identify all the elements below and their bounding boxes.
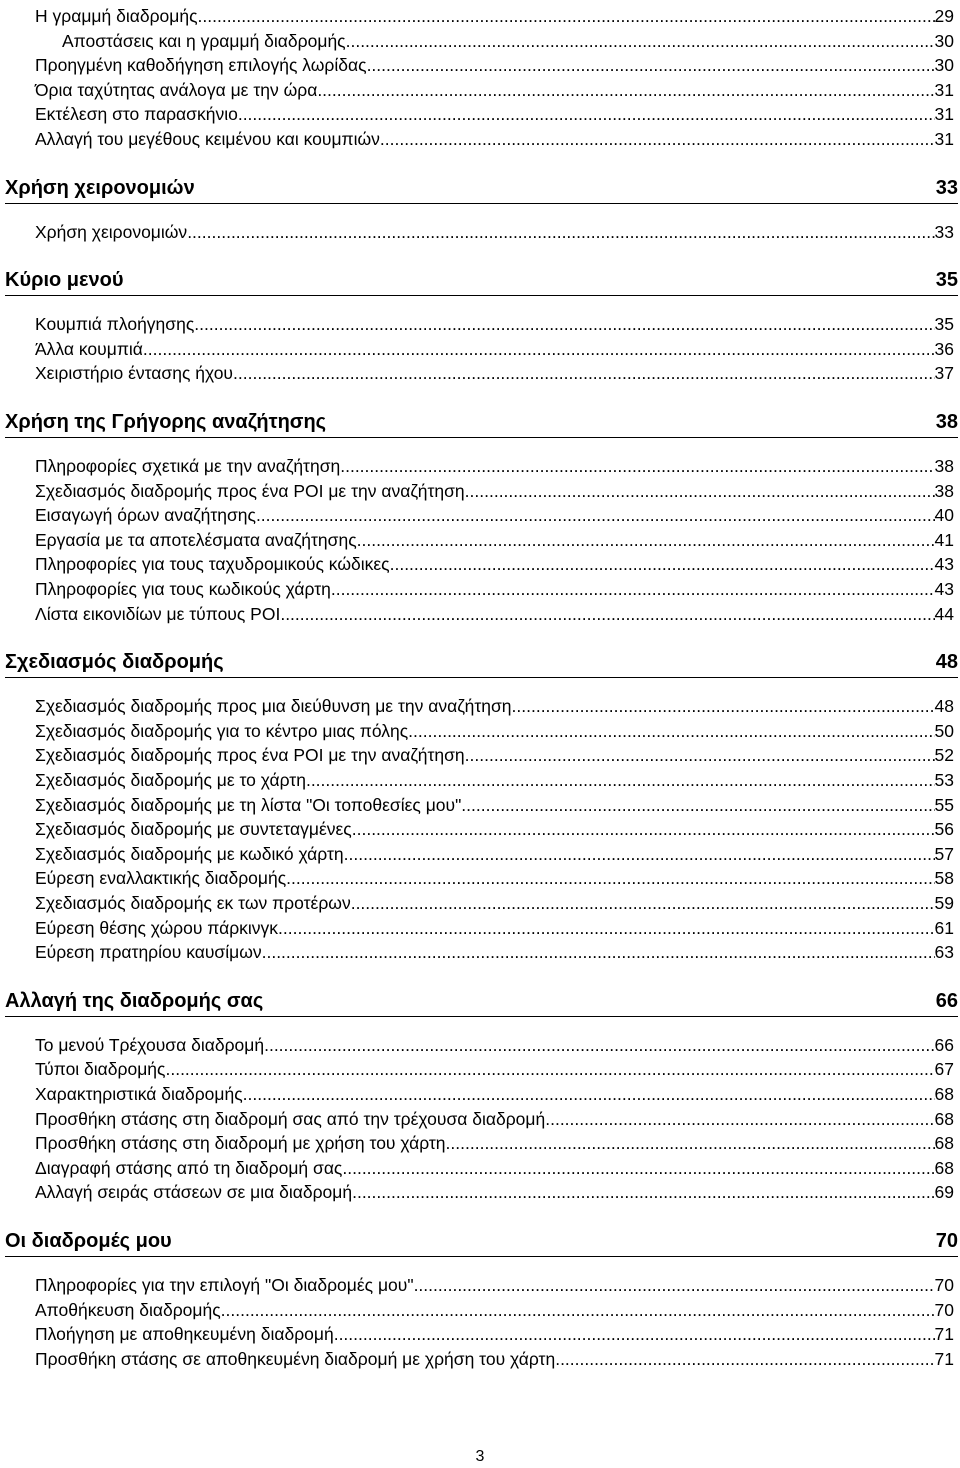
dot-leader [390, 552, 935, 576]
toc-entry[interactable] [35, 791, 954, 817]
toc-entry[interactable] [35, 575, 954, 601]
section-page-number: 48 [935, 651, 958, 674]
toc-entry-page: 66 [934, 1034, 954, 1055]
toc-entry-title: Κουμπιά πλοήγησης [35, 314, 195, 335]
toc-entry[interactable] [35, 766, 954, 792]
toc-entry-title: Αποθήκευση διαδρομής [35, 1299, 221, 1320]
toc-entry-page: 31 [934, 79, 954, 100]
section-heading[interactable] [5, 983, 958, 1017]
toc-entry[interactable] [35, 218, 954, 244]
dot-leader [194, 312, 934, 336]
toc-entry[interactable] [35, 335, 954, 361]
toc-entry-page: 55 [934, 794, 954, 815]
dot-leader [331, 577, 935, 601]
dot-leader [446, 1131, 935, 1155]
toc-entry[interactable] [35, 1129, 954, 1155]
dot-leader [233, 361, 935, 385]
dot-leader [414, 1273, 935, 1297]
toc-entry[interactable] [35, 741, 954, 767]
toc-entry[interactable] [35, 526, 954, 552]
toc-entry[interactable] [35, 1154, 954, 1180]
dot-leader [342, 1156, 934, 1180]
dot-leader [264, 1033, 934, 1057]
toc-entry-title: Σχεδιασμός διαδρομής εκ των προτέρων [35, 893, 351, 913]
section-title: Αλλαγή της διαδρομής σας [5, 989, 264, 1012]
section-heading[interactable] [5, 262, 958, 296]
toc-entry-page: 68 [934, 1133, 954, 1154]
section-heading[interactable] [5, 644, 958, 678]
toc-entry[interactable] [35, 501, 954, 527]
section-title: Κύριο μενού [5, 269, 124, 292]
toc-entry-title: Λίστα εικονιδίων με τύπους POI [35, 603, 281, 624]
toc-entry-title: Πληροφορίες για τους κωδικούς χάρτη [35, 579, 331, 599]
toc-entry-title: Σχεδιασμός διαδρομής με συντεταγμένες [35, 819, 352, 840]
dot-leader [352, 817, 935, 841]
toc-entry-title: Εύρεση πρατηρίου καυσίμων [35, 942, 262, 963]
toc-entry-title: Διαγραφή στάσης από τη διαδρομή σας [35, 1157, 343, 1178]
toc-entry-title: Αλλαγή σειράς στάσεων σε μια διαδρομή [35, 1182, 353, 1203]
toc-entry-page: 36 [934, 338, 954, 359]
toc-entry-title: Προσθήκη στάσης στη διαδρομή σας από την τρέχουσα διαδρομή [35, 1108, 546, 1129]
section-page-number: 35 [935, 269, 958, 292]
dot-leader [198, 4, 935, 28]
toc-entry[interactable] [35, 359, 954, 385]
toc-entry[interactable] [35, 2, 954, 28]
toc-entry[interactable] [35, 76, 954, 102]
toc-entry-page: 29 [934, 6, 954, 26]
toc-entry-title: Πληροφορίες για τους ταχυδρομικούς κώδικες [35, 554, 390, 575]
toc-entry-title: Πληροφορίες σχετικά με την αναζήτηση [35, 456, 341, 476]
toc-entry[interactable] [35, 938, 954, 964]
toc-entry[interactable] [35, 1080, 954, 1106]
toc-entry-page: 41 [934, 529, 954, 550]
toc-entry-title: Όρια ταχύτητας ανάλογα με την ώρα [35, 79, 318, 100]
toc-entry-page: 68 [934, 1157, 954, 1178]
toc-entry-page: 43 [934, 554, 954, 575]
dot-leader [352, 1180, 934, 1204]
toc-entry-title: Σχεδιασμός διαδρομής προς μια διεύθυνση με την αναζήτηση [35, 696, 512, 717]
toc-entry[interactable] [35, 477, 954, 503]
toc-entry-page: 48 [934, 696, 954, 717]
toc-entry-page: 31 [934, 104, 954, 125]
dot-leader [512, 694, 935, 718]
toc-entry-title: Σχεδιασμός διαδρομής προς ένα POI με την αναζήτηση [35, 480, 465, 501]
toc-entry-page: 68 [934, 1084, 954, 1104]
toc-entry-title: Εύρεση θέσης χώρου πάρκινγκ [35, 917, 279, 938]
dot-leader [165, 1057, 934, 1081]
toc-entry[interactable] [35, 100, 954, 126]
toc-entry[interactable] [35, 1320, 954, 1346]
toc-entry-title: Σχεδιασμός διαδρομής με το χάρτη [35, 770, 306, 790]
toc-entry-page: 38 [934, 456, 954, 476]
toc-entry-title: Αποστάσεις και η γραμμή διαδρομής [62, 30, 346, 51]
toc-entry-title: Σχεδιασμός διαδρομής με κωδικό χάρτη [35, 843, 344, 864]
toc-entry-page: 31 [934, 129, 954, 149]
section-title: Χρήση της Γρήγορης αναζήτησης [5, 411, 327, 433]
toc-entry[interactable] [35, 550, 954, 576]
toc-entry[interactable] [35, 864, 954, 890]
toc-entry-page: 52 [934, 745, 954, 766]
dot-leader [187, 220, 934, 244]
toc-entry-page: 63 [934, 942, 954, 963]
toc-entry[interactable] [35, 125, 954, 151]
dot-leader [317, 78, 934, 102]
toc-entry-page: 30 [934, 30, 954, 51]
dot-leader [465, 479, 935, 503]
dot-leader [256, 503, 935, 527]
toc-entry-page: 67 [934, 1059, 954, 1080]
section-heading[interactable] [5, 404, 958, 438]
toc-entry[interactable] [35, 1345, 954, 1371]
toc-entry-title: Προηγμένη καθοδήγηση επιλογής λωρίδας [35, 55, 367, 76]
dot-leader [334, 1322, 935, 1346]
toc-entry[interactable] [35, 1105, 954, 1131]
toc-entry[interactable] [35, 600, 954, 626]
toc-entry-page: 30 [934, 55, 954, 76]
toc-entry-title: Σχεδιασμός διαδρομής προς ένα POI με την αναζήτηση [35, 745, 465, 766]
dot-leader [367, 53, 935, 77]
dot-leader [306, 768, 935, 792]
toc-entry-page: 33 [934, 221, 954, 242]
toc-entry-title: Αλλαγή του μεγέθους κειμένου και κουμπιών [35, 129, 380, 149]
dot-leader [465, 743, 935, 767]
section-page-number: 70 [935, 1230, 958, 1252]
dot-leader [408, 719, 934, 743]
toc-entry-page: 43 [934, 579, 954, 599]
dot-leader [243, 1082, 935, 1106]
toc-entry-page: 71 [934, 1324, 954, 1345]
toc-entry[interactable] [35, 815, 954, 841]
toc-entry[interactable] [35, 1178, 954, 1204]
toc-entry-page: 44 [934, 603, 954, 624]
toc-entry-page: 70 [934, 1275, 954, 1295]
toc-entry-title: Εισαγωγή όρων αναζήτησης [35, 505, 256, 526]
toc-entry[interactable] [62, 27, 954, 53]
dot-leader [357, 528, 935, 552]
toc-entry-page: 38 [934, 480, 954, 501]
dot-leader [545, 1107, 934, 1131]
toc-entry[interactable] [35, 1296, 954, 1322]
toc-entry-title: Πληροφορίες για την επιλογή "Οι διαδρομές μου" [35, 1275, 414, 1295]
toc-entry-page: 53 [934, 770, 954, 790]
toc-entry-title: Εύρεση εναλλακτικής διαδρομής [35, 868, 287, 889]
toc-entry[interactable] [35, 914, 954, 940]
toc-entry[interactable] [35, 717, 954, 743]
dot-leader [286, 866, 934, 890]
toc-entry[interactable] [35, 1031, 954, 1057]
toc-entry[interactable] [35, 310, 954, 336]
toc-entry[interactable] [35, 452, 954, 478]
dot-leader [555, 1347, 934, 1371]
page-number: 3 [475, 1448, 485, 1465]
toc-entry-title: Το μενού Τρέχουσα διαδρομή [35, 1034, 265, 1055]
toc-entry-page: 57 [934, 843, 954, 864]
toc-entry-title: Προσθήκη στάσης στη διαδρομή με χρήση του χάρτη [35, 1133, 446, 1154]
dot-leader [143, 337, 935, 361]
toc-entry-title: Εργασία με τα αποτελέσματα αναζήτησης [35, 529, 357, 550]
toc-entry-title: Χαρακτηριστικά διαδρομής [35, 1084, 243, 1104]
toc-entry-page: 35 [934, 314, 954, 335]
toc-entry[interactable] [35, 889, 954, 915]
dot-leader [380, 127, 935, 151]
section-page-number: 38 [935, 411, 958, 433]
toc-entry[interactable] [35, 840, 954, 866]
toc-entry-page: 61 [934, 917, 954, 938]
toc-entry-page: 70 [934, 1299, 954, 1320]
toc-entry-page: 68 [934, 1108, 954, 1129]
dot-leader [346, 29, 935, 53]
section-heading[interactable] [5, 170, 958, 204]
dot-leader [278, 916, 934, 940]
section-title: Οι διαδρομές μου [5, 1230, 172, 1252]
toc-entry[interactable] [35, 692, 954, 718]
toc-entry-title: Χρήση χειρονομιών [35, 221, 188, 242]
toc-entry-page: 37 [934, 363, 954, 384]
dot-leader [221, 1298, 935, 1322]
dot-leader [340, 454, 934, 478]
section-title: Χρήση χειρονομιών [5, 176, 195, 199]
toc-entry-title: Προσθήκη στάσης σε αποθηκευμένη διαδρομή με χρήση του χάρτη [35, 1348, 556, 1369]
dot-leader [351, 891, 935, 915]
toc-entry-title: Χειριστήριο έντασης ήχου [35, 363, 234, 384]
section-page-number: 33 [935, 176, 958, 199]
toc-entry-page: 71 [934, 1348, 954, 1369]
section-heading[interactable] [5, 1223, 958, 1257]
toc-entry-page: 59 [934, 893, 954, 913]
toc-entry-page: 50 [934, 720, 954, 741]
toc-entry-title: Εκτέλεση στο παρασκήνιο [35, 104, 238, 125]
toc-entry-page: 56 [934, 819, 954, 840]
section-title: Σχεδιασμός διαδρομής [5, 651, 224, 674]
dot-leader [461, 793, 934, 817]
dot-leader [262, 940, 935, 964]
toc-entry[interactable] [35, 51, 954, 77]
toc-entry-title: Πλοήγηση με αποθηκευμένη διαδρομή [35, 1324, 334, 1345]
toc-entry-title: Άλλα κουμπιά [35, 338, 143, 359]
dot-leader [280, 602, 934, 626]
toc-entry-page: 40 [934, 505, 954, 526]
section-page-number: 66 [935, 989, 958, 1012]
toc-entry-title: Η γραμμή διαδρομής [35, 6, 198, 26]
toc-entry-page: 58 [934, 868, 954, 889]
dot-leader [238, 102, 935, 126]
toc-entry[interactable] [35, 1271, 954, 1297]
toc-entry-title: Σχεδιασμός διαδρομής για το κέντρο μιας πόλης [35, 720, 409, 741]
dot-leader [344, 842, 935, 866]
toc-entry[interactable] [35, 1055, 954, 1081]
toc-entry-title: Τύποι διαδρομής [35, 1059, 166, 1080]
toc-entry-title: Σχεδιασμός διαδρομής με τη λίστα "Οι τοποθεσίες μου" [35, 794, 462, 815]
toc-entry-page: 69 [934, 1182, 954, 1203]
